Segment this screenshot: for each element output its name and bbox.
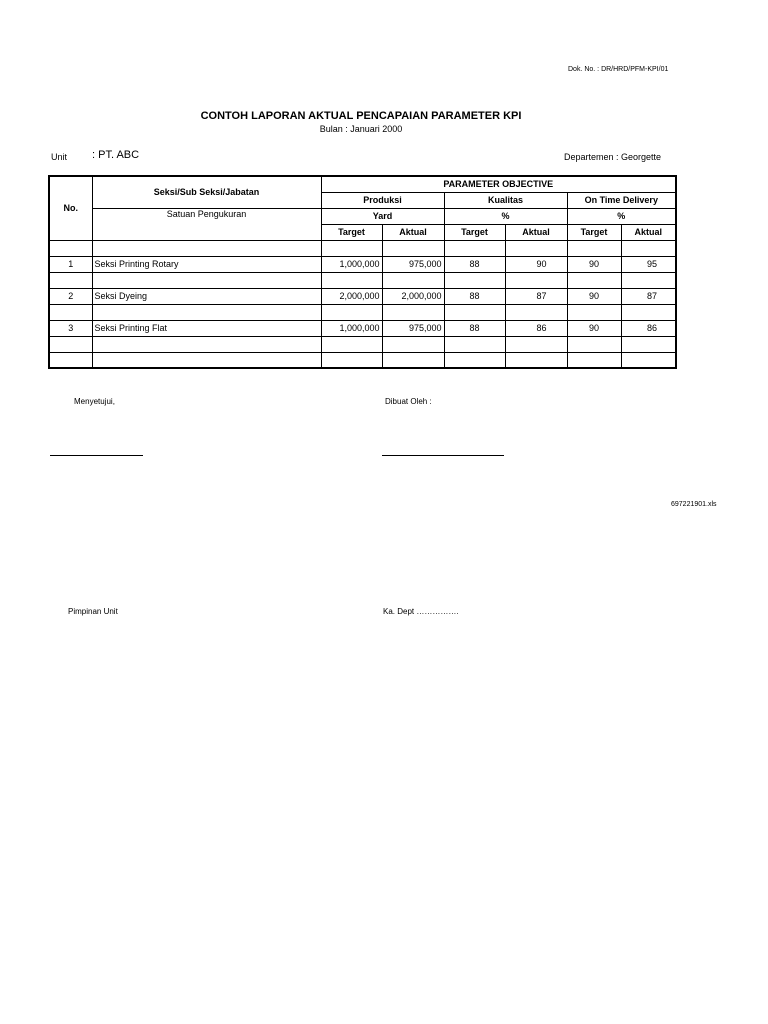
row-number: 2	[49, 288, 92, 304]
row-section: Seksi Dyeing	[92, 288, 321, 304]
target-header: Target	[321, 224, 382, 240]
delivery-target: 90	[567, 288, 621, 304]
kpi-table	[48, 175, 677, 369]
blank-row	[49, 336, 676, 352]
measure-header: Satuan Pengukuran	[92, 208, 321, 240]
production-actual: 975,000	[382, 320, 444, 336]
unit-delivery: %	[567, 208, 676, 224]
production-actual: 2,000,000	[382, 288, 444, 304]
blank-row	[49, 352, 676, 368]
table-row	[49, 288, 676, 304]
quality-actual: 86	[505, 320, 567, 336]
unit-value: : PT. ABC	[92, 149, 140, 161]
quality-target: 88	[444, 320, 505, 336]
group-header-delivery: On Time Delivery	[567, 192, 676, 208]
report-period: Bulan : Januari 2000	[319, 124, 403, 134]
table-row	[49, 256, 676, 272]
production-target: 1,000,000	[321, 320, 382, 336]
blank-row	[49, 304, 676, 320]
delivery-target: 90	[567, 256, 621, 272]
row-section: Seksi Printing Rotary	[92, 256, 321, 272]
target-header: Target	[444, 224, 505, 240]
actual-header: Aktual	[505, 224, 567, 240]
group-header-quality: Kualitas	[444, 192, 567, 208]
actual-header: Aktual	[382, 224, 444, 240]
prepared-by-label: Dibuat Oleh :	[385, 397, 432, 406]
delivery-actual: 95	[621, 256, 676, 272]
group-header-production: Produksi	[321, 192, 444, 208]
document-number: Dok. No. : DR/HRD/PFM-KPI/01	[568, 66, 669, 73]
production-target: 1,000,000	[321, 256, 382, 272]
department-head-label: Ka. Dept …………….	[383, 607, 459, 616]
signature-line-preparer	[382, 455, 504, 456]
unit-quality: %	[444, 208, 567, 224]
quality-actual: 87	[505, 288, 567, 304]
blank-row	[49, 272, 676, 288]
target-header: Target	[567, 224, 621, 240]
no-header: No.	[49, 176, 92, 240]
actual-header: Aktual	[621, 224, 676, 240]
row-section: Seksi Printing Flat	[92, 320, 321, 336]
signature-line-approver	[50, 455, 143, 456]
production-actual: 975,000	[382, 256, 444, 272]
unit-label: Unit	[51, 152, 68, 162]
quality-actual: 90	[505, 256, 567, 272]
report-title: CONTOH LAPORAN AKTUAL PENCAPAIAN PARAMETER KPI	[200, 110, 522, 122]
table-row	[49, 320, 676, 336]
blank-row	[49, 240, 676, 256]
quality-target: 88	[444, 288, 505, 304]
production-target: 2,000,000	[321, 288, 382, 304]
parameter-objective-header: PARAMETER OBJECTIVE	[321, 176, 676, 192]
row-number: 3	[49, 320, 92, 336]
unit-production: Yard	[321, 208, 444, 224]
department-label: Departemen : Georgette	[564, 152, 662, 162]
section-header: Seksi/Sub Seksi/Jabatan	[92, 176, 321, 208]
delivery-actual: 86	[621, 320, 676, 336]
unit-leader-label: Pimpinan Unit	[68, 607, 118, 616]
file-name: 697221901.xls	[671, 501, 717, 508]
delivery-target: 90	[567, 320, 621, 336]
quality-target: 88	[444, 256, 505, 272]
delivery-actual: 87	[621, 288, 676, 304]
approved-by-label: Menyetujui,	[74, 397, 115, 406]
row-number: 1	[49, 256, 92, 272]
